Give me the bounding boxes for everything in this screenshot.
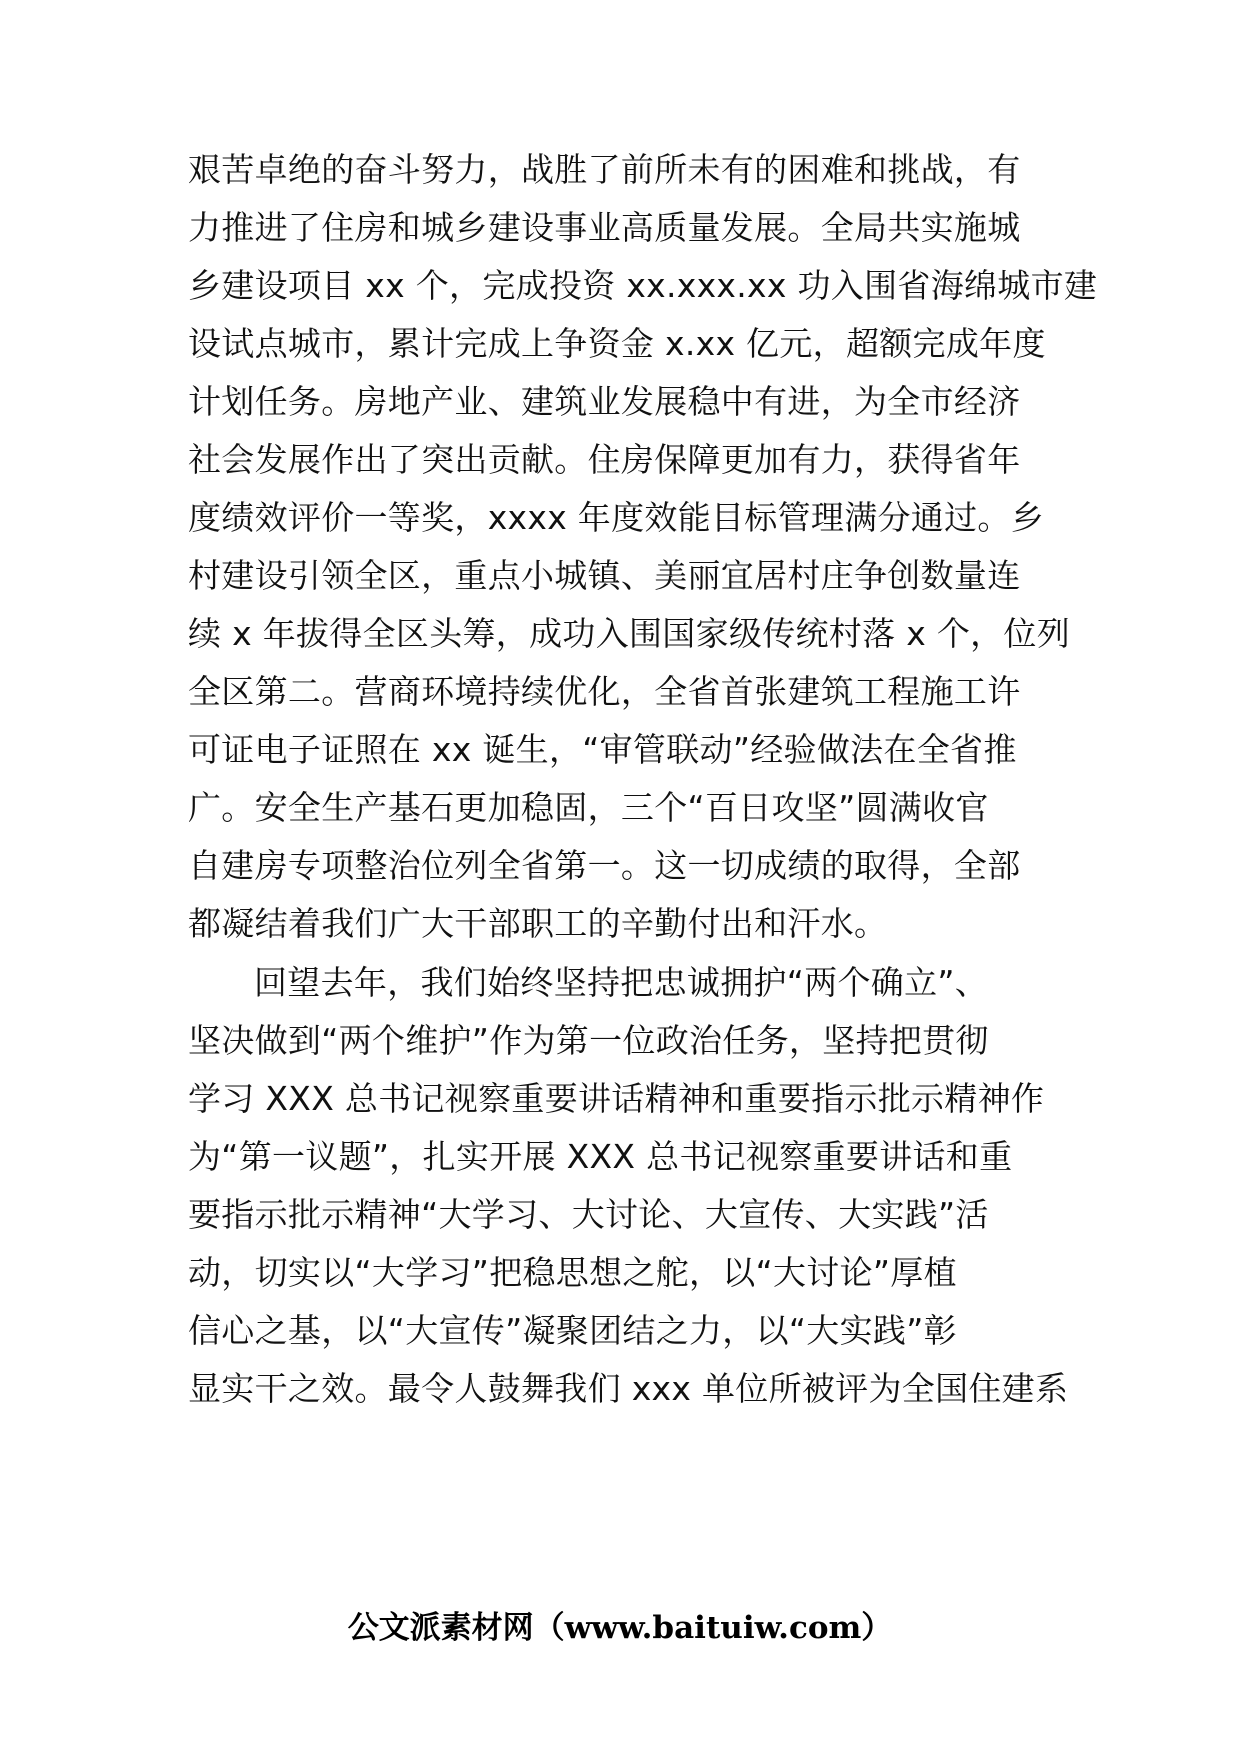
text-line: 自建房专项整治位列全省第一。这一切成绩的取得，全部: [188, 846, 1021, 885]
text-line: 村建设引领全区，重点小城镇、美丽宜居村庄争创数量连: [188, 556, 1021, 595]
text-line: 都凝结着我们广大干部职工的辛勤付出和汗水。: [188, 904, 888, 943]
text-line: 动，切实以“大学习”把稳思想之舵，以“大讨论”厚植: [188, 1253, 957, 1292]
footer-watermark: 公文派素材网（www.baituiw.com）: [347, 1610, 893, 1646]
text-line: 全区第二。营商环境持续优化，全省首张建筑工程施工许: [188, 672, 1021, 711]
document-page: [188, 0, 1098, 1754]
text-line: 度绩效评价一等奖，xxxx 年度效能目标管理满分通过。乡: [188, 498, 1045, 537]
text-line: 学习 XXX 总书记视察重要讲话精神和重要指示批示精神作: [188, 1079, 1045, 1118]
text-line: 艰苦卓绝的奋斗努力，战胜了前所未有的困难和挑战，有: [188, 150, 1021, 189]
text-line: 力推进了住房和城乡建设事业高质量发展。全局共实施城: [188, 208, 1021, 247]
text-line: 要指示批示精神“大学习、大讨论、大宣传、大实践”活: [188, 1195, 989, 1234]
text-line: 可证电子证照在 xx 诞生，“审管联动”经验做法在全省推: [188, 730, 1017, 769]
text-line: 设试点城市，累计完成上争资金 x.xx 亿元，超额完成年度: [188, 324, 1046, 363]
text-line: 坚决做到“两个维护”作为第一位政治任务，坚持把贯彻: [188, 1021, 989, 1060]
text-line: 为“第一议题”，扎实开展 XXX 总书记视察重要讲话和重: [188, 1137, 1013, 1176]
text-line: 计划任务。房地产业、建筑业发展稳中有进，为全市经济: [188, 382, 1021, 421]
text-line: 续 x 年拔得全区头筹，成功入围国家级传统村落 x 个，位列: [188, 614, 1071, 653]
text-line: 信心之基，以“大宣传”凝聚团结之力，以“大实践”彰: [188, 1311, 957, 1350]
text-line: 回望去年，我们始终坚持把忠诚拥护“两个确立”、: [254, 963, 989, 1002]
text-line: 广。安全生产基石更加稳固，三个“百日攻坚”圆满收官: [188, 788, 989, 827]
text-line: 社会发展作出了突出贡献。住房保障更加有力，获得省年: [188, 440, 1021, 479]
text-line: 乡建设项目 xx 个，完成投资 xx.xxx.xx 功入围省海绵城市建: [188, 266, 1098, 305]
text-line: 显实干之效。最令人鼓舞我们 xxx 单位所被评为全国住建系: [188, 1369, 1069, 1408]
